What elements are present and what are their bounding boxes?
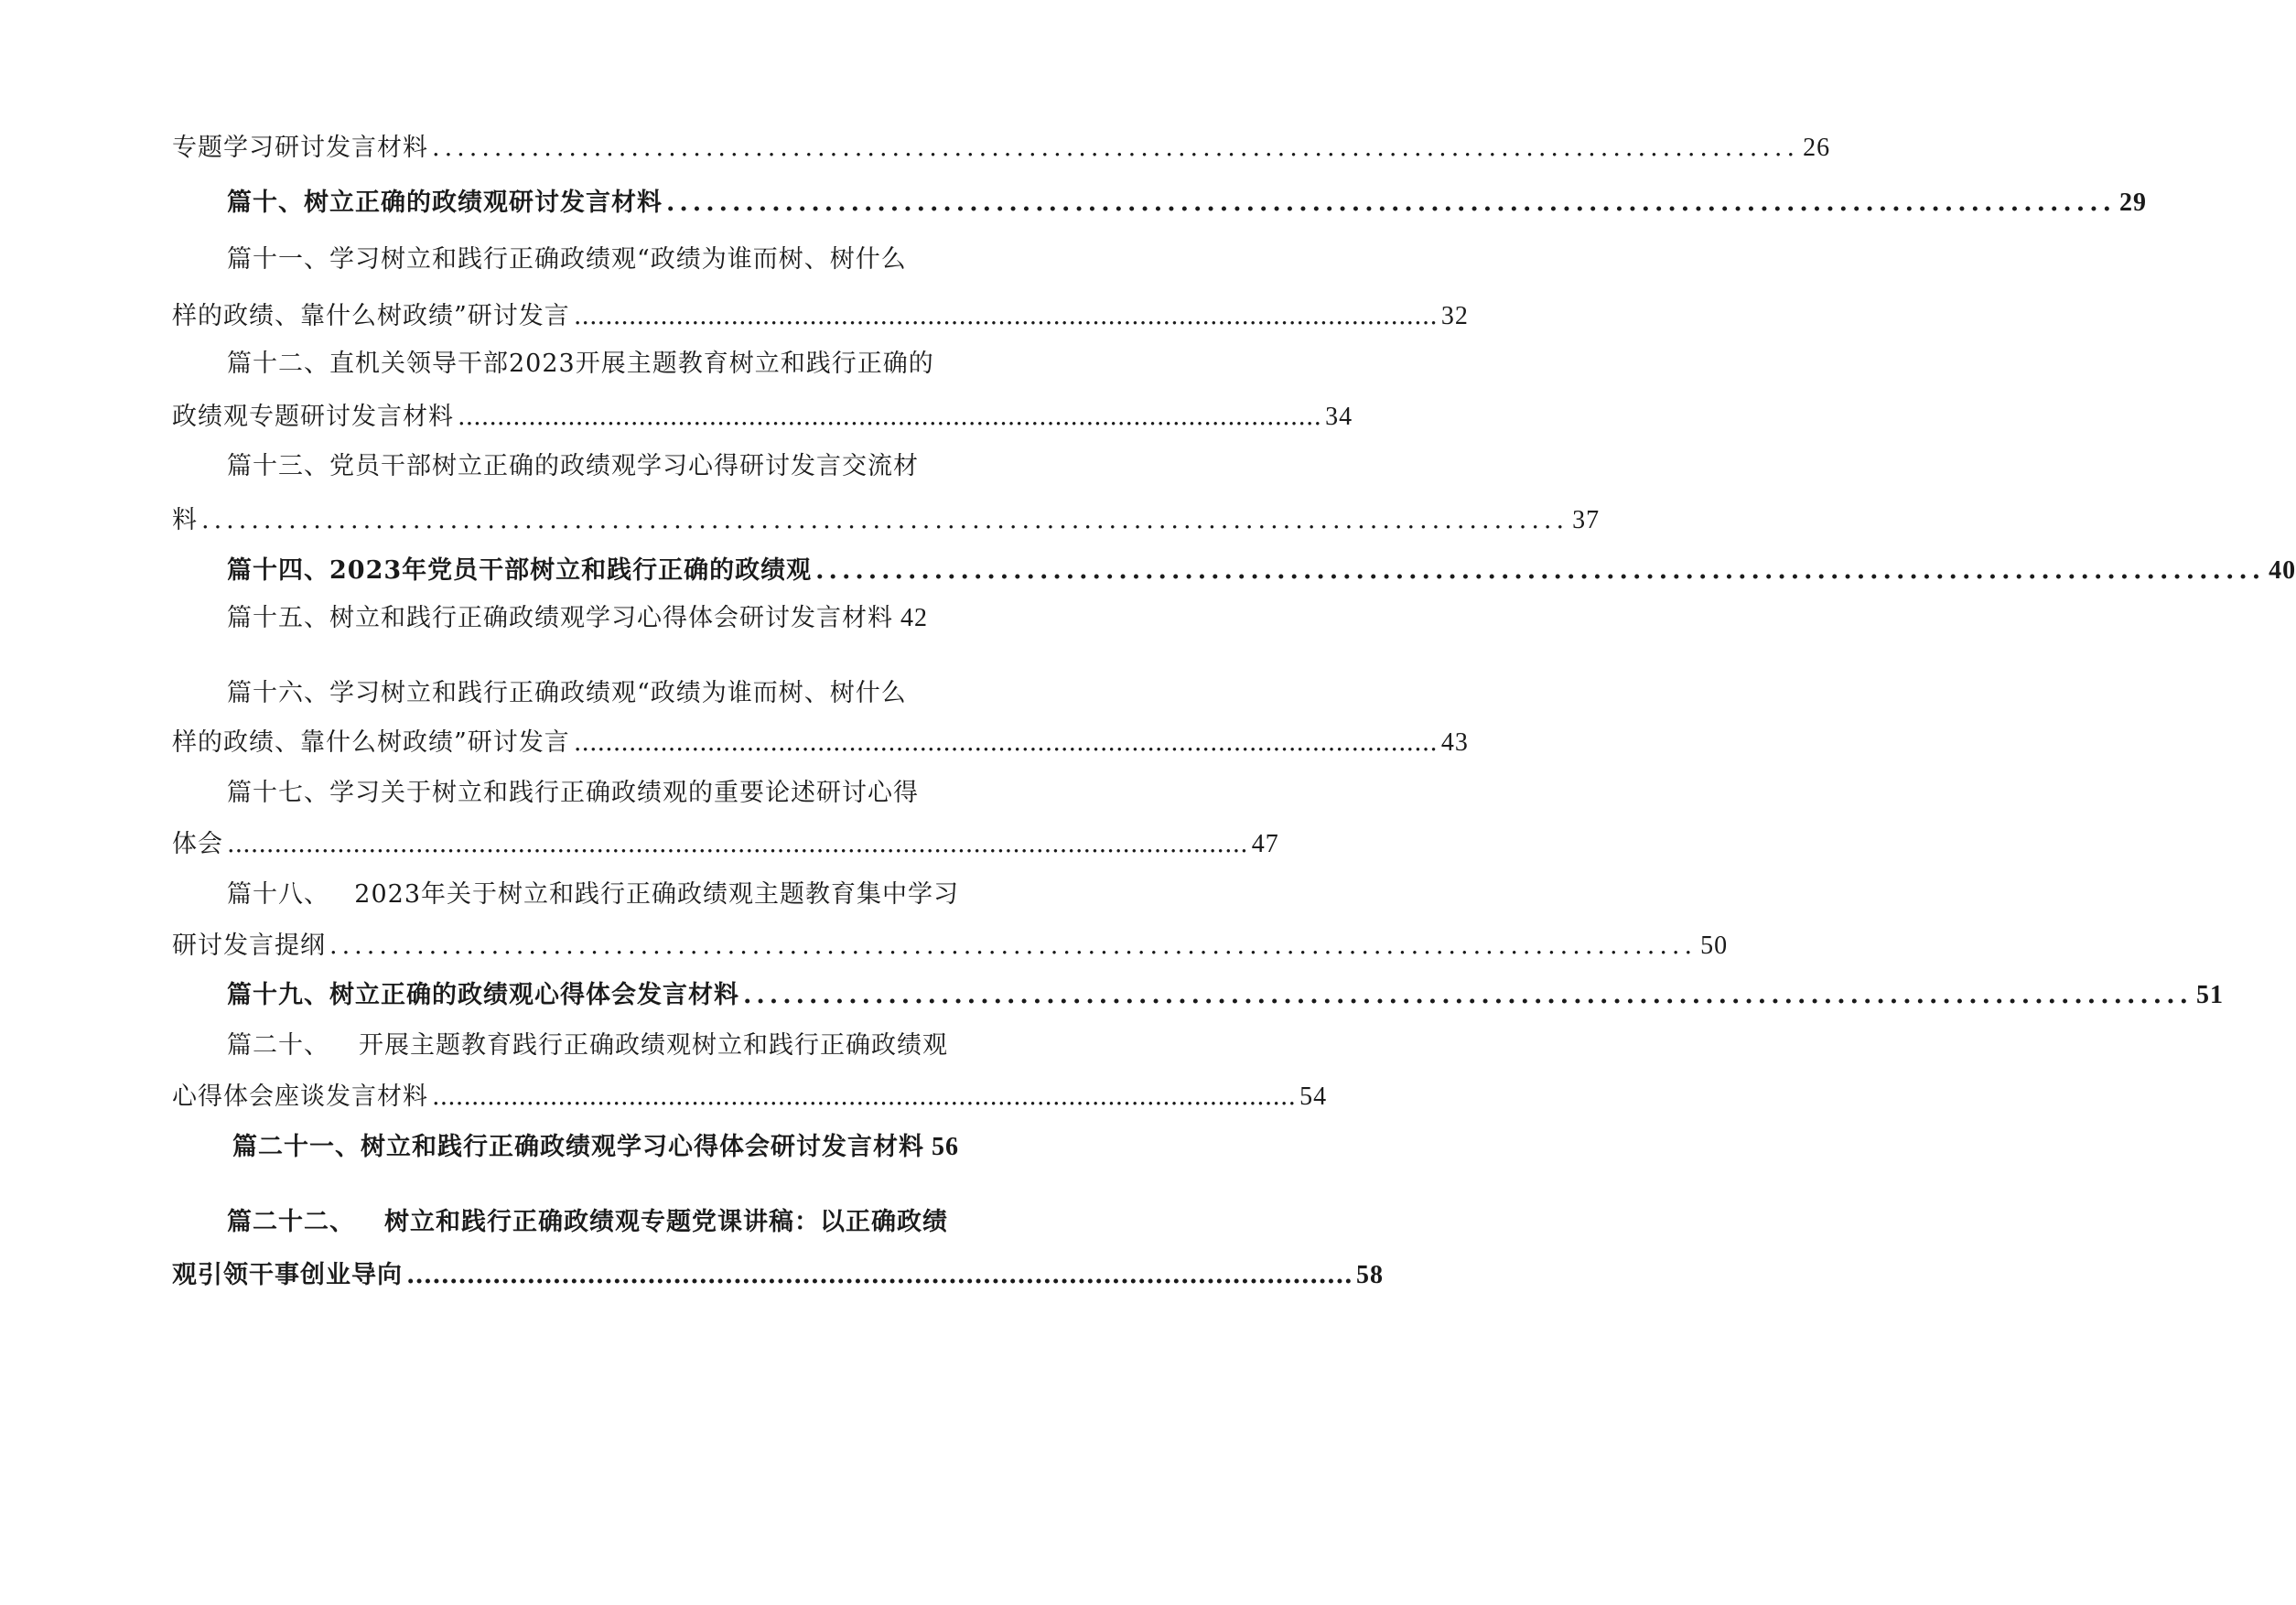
toc-label: 篇十八、 — [227, 880, 329, 909]
toc-leader: .............................................................................................................. — [815, 556, 2266, 585]
toc-title: 样的政绩、靠什么树政绩”研讨发言 — [172, 302, 570, 330]
toc-leader: .............................................................................................................. — [666, 189, 2116, 217]
toc-page-number: 29 — [2119, 189, 2147, 217]
toc-leader: .............................................................................................................. — [573, 302, 1438, 330]
toc-leader: .............................................................................................................. — [432, 134, 1800, 162]
toc-label: 篇二十、 — [227, 1031, 329, 1060]
toc-page-number: 34 — [1325, 403, 1353, 431]
toc-entry[interactable] — [227, 1201, 959, 1244]
toc-entry[interactable] — [227, 238, 959, 282]
toc-title: 篇十六、学习树立和践行正确政绩观“政绩为谁而树、树什么 — [227, 679, 907, 707]
toc-entry[interactable] — [227, 445, 959, 489]
toc-title: 树立正确的政绩观研讨发言材料 — [304, 189, 663, 217]
toc-page-number: 47 — [1251, 830, 1279, 858]
toc-leader: .............................................................................................................. — [743, 981, 2193, 1009]
toc-entry[interactable] — [227, 597, 959, 641]
toc-title: 研讨发言提纲 — [172, 932, 326, 960]
toc-label: 篇十、 — [227, 189, 304, 217]
toc-leader: .............................................................................................................. — [406, 1261, 1353, 1289]
toc-entry[interactable] — [227, 342, 959, 386]
toc-title: 样的政绩、靠什么树政绩”研讨发言 — [172, 728, 570, 757]
toc-page-number: 56 — [932, 1133, 959, 1161]
toc-page-number: 58 — [1356, 1261, 1384, 1289]
toc-entry-continuation[interactable] — [172, 823, 1279, 867]
toc-leader: .............................................................................................................. — [201, 506, 1569, 534]
toc-title: 体会 — [172, 830, 223, 858]
toc-page-number: 26 — [1803, 134, 1831, 162]
toc-label: 篇二十二、 — [227, 1208, 355, 1236]
toc-title: 开展主题教育践行正确政绩观树立和践行正确政绩观 — [359, 1031, 948, 1060]
toc-title: 料 — [172, 506, 198, 534]
toc-leader: .............................................................................................................. — [458, 403, 1322, 431]
toc-entry[interactable] — [227, 771, 959, 815]
toc-entry-continuation[interactable] — [172, 499, 1601, 543]
toc-title: 专题学习研讨发言材料 — [172, 134, 428, 162]
toc-page-number: 51 — [2196, 981, 2224, 1009]
toc-entry[interactable] — [227, 672, 959, 716]
toc-page-number: 37 — [1572, 506, 1601, 534]
toc-entry-continuation[interactable] — [172, 1254, 1384, 1298]
toc-entry-continuation[interactable] — [172, 395, 1353, 439]
toc-leader: .............................................................................................................. — [573, 728, 1438, 757]
toc-title: 政绩观专题研讨发言材料 — [172, 403, 454, 431]
toc-leader: .................................................................................................................................. — [227, 830, 1248, 858]
toc-title: 篇二十一、树立和践行正确政绩观学习心得体会研讨发言材料 — [232, 1133, 924, 1161]
toc-page-number: 54 — [1299, 1083, 1328, 1111]
toc-entry[interactable] — [227, 974, 2224, 1018]
toc-entry-continuation[interactable] — [172, 924, 1729, 968]
toc-entry-continuation[interactable] — [172, 295, 1469, 339]
toc-entry[interactable] — [232, 1126, 983, 1169]
toc-entry[interactable] — [227, 873, 959, 917]
toc-title: 观引领干事创业导向 — [172, 1261, 403, 1289]
toc-title: 2023年关于树立和践行正确政绩观主题教育集中学习 — [354, 880, 959, 909]
toc-title: 心得体会座谈发言材料 — [172, 1083, 428, 1111]
toc-title: 篇十七、学习关于树立和践行正确政绩观的重要论述研讨心得 — [227, 779, 919, 807]
toc-page-number: 42 — [900, 604, 928, 632]
toc-leader: .............................................................................................................. — [432, 1083, 1297, 1111]
toc-entry[interactable] — [227, 181, 2147, 225]
toc-title: 篇十四、2023年党员干部树立和践行正确的政绩观 — [227, 556, 813, 585]
toc-entry[interactable] — [227, 549, 2296, 593]
toc-page-number: 32 — [1440, 302, 1469, 330]
toc-page-number: 43 — [1440, 728, 1469, 757]
toc-entry-continuation[interactable] — [172, 1075, 1328, 1119]
toc-title: 篇十五、树立和践行正确政绩观学习心得体会研讨发言材料 — [227, 604, 893, 632]
toc-title: 篇十二、直机关领导干部2023开展主题教育树立和践行正确的 — [227, 350, 934, 378]
toc-entry[interactable] — [227, 1024, 959, 1068]
toc-title: 篇十三、党员干部树立正确的政绩观学习心得研讨发言交流材 — [227, 452, 919, 480]
toc-title: 篇十一、学习树立和践行正确政绩观“政绩为谁而树、树什么 — [227, 245, 907, 274]
toc-entry[interactable] — [172, 126, 1831, 170]
toc-page-number: 50 — [1700, 932, 1729, 960]
toc-title: 篇十九、树立正确的政绩观心得体会发言材料 — [227, 981, 739, 1009]
toc-title: 树立和践行正确政绩观专题党课讲稿：以正确政绩 — [384, 1208, 948, 1236]
toc-leader: .............................................................................................................. — [329, 932, 1698, 960]
toc-entry-continuation[interactable] — [172, 721, 1469, 765]
toc-page-number: 40 — [2269, 556, 2296, 585]
